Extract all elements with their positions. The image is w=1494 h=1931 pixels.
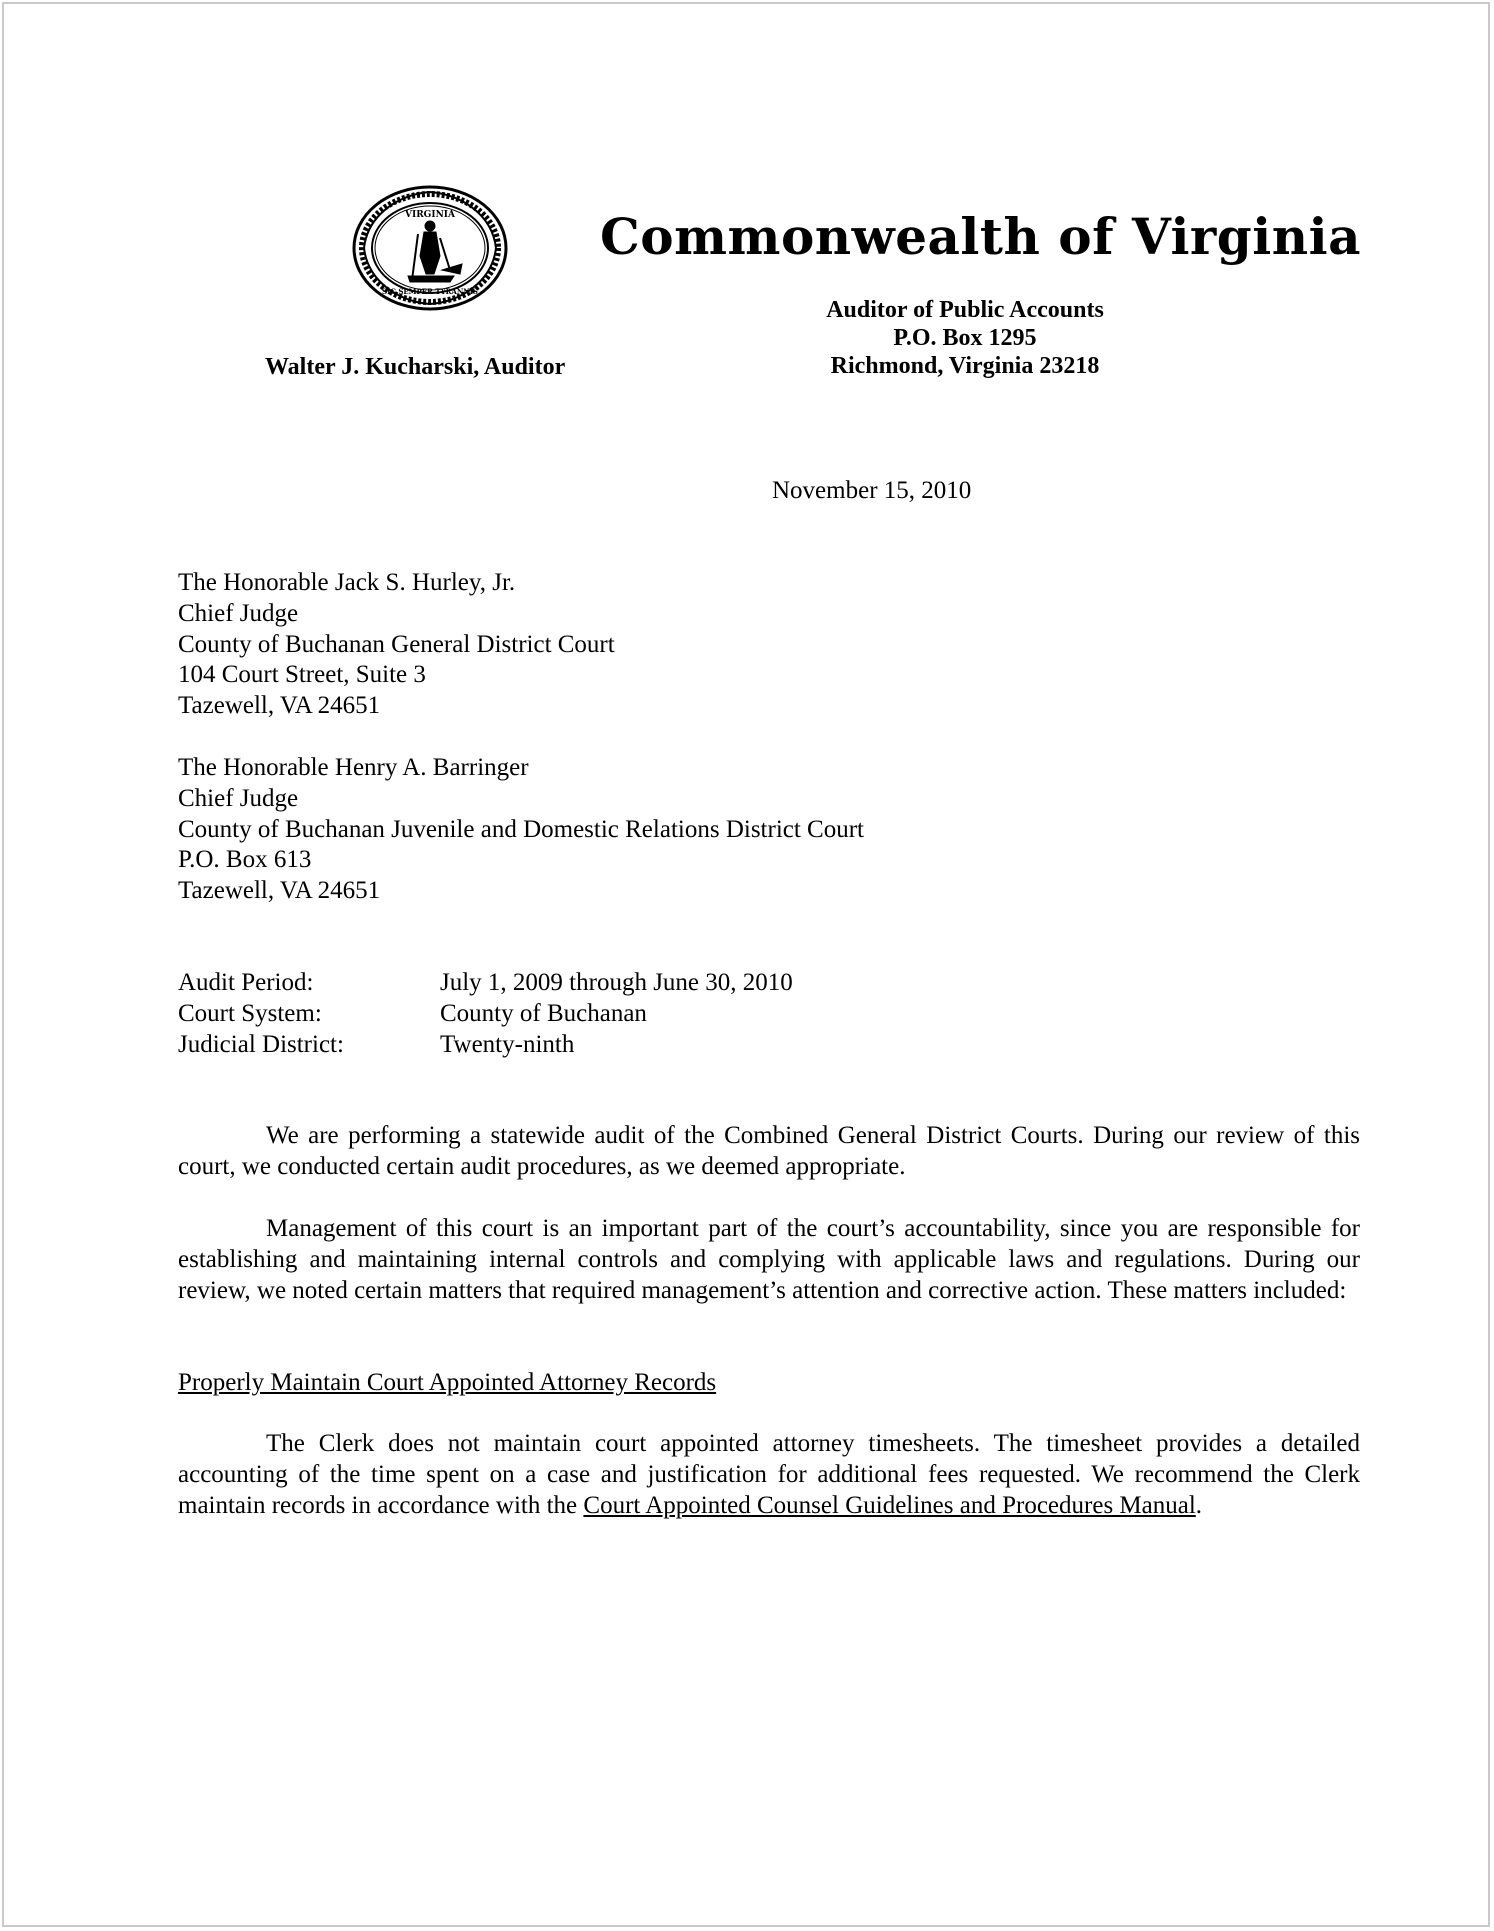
recipient-city: Tazewell, VA 24651 — [178, 877, 381, 905]
recipient-court: County of Buchanan Juvenile and Domestic Relations District Court — [178, 815, 864, 843]
virginia-seal-icon — [350, 184, 510, 312]
paragraph-text: The Clerk does not maintain court appointed attorney timesheets. The timesheet provides a detailed accounting of the time spent on a case and justification for additional fees requested. We recommend the Clerk maintain records in accordance with the — [178, 1430, 1360, 1519]
audit-info-value: July 1, 2009 through June 30, 2010 — [440, 969, 793, 996]
audit-info-row — [178, 968, 793, 999]
recipient-city: Tazewell, VA 24651 — [178, 692, 381, 720]
seal-bottom-text: SIC SEMPER TYRANNIS — [382, 287, 478, 296]
auditor-name: Walter J. Kucharski, Auditor — [265, 354, 566, 380]
recipient-address-2 — [178, 753, 864, 907]
recipient-title: Chief Judge — [178, 599, 299, 627]
manual-title: Court Appointed Counsel Guidelines and Procedures Manual — [583, 1491, 1196, 1519]
audit-info-row — [178, 1030, 793, 1061]
recipient-address-1 — [178, 568, 615, 722]
office-po-box: P.O. Box 1295 — [893, 325, 1037, 351]
audit-info-label: Judicial District: — [178, 1030, 344, 1058]
body-paragraph-2 — [178, 1214, 1360, 1306]
recipient-name: The Honorable Henry A. Barringer — [178, 754, 529, 781]
audit-info-value: Twenty-ninth — [440, 1030, 575, 1058]
seal-top-text: VIRGINIA — [405, 210, 455, 220]
recipient-title: Chief Judge — [178, 784, 299, 812]
body-paragraph-1 — [178, 1121, 1360, 1183]
paragraph-text: Management of this court is an important part of the court’s accountability, since you are responsible for establishing and maintaining internal controls and complying with applicable laws and regulations. During our review, we noted certain matters that required management’s attention and corrective action. These matters included: — [178, 1215, 1360, 1304]
body-paragraph-3 — [178, 1429, 1360, 1521]
masthead-title: Commonwealth of Virginia — [600, 207, 1361, 266]
recipient-name: The Honorable Jack S. Hurley, Jr. — [178, 569, 516, 596]
recipient-court: County of Buchanan General District Court — [178, 630, 615, 658]
page-border — [2, 2, 1490, 1927]
audit-info-label: Court System: — [178, 999, 322, 1027]
audit-info-table — [178, 968, 793, 1060]
office-address-block — [755, 296, 1175, 380]
section-heading: Properly Maintain Court Appointed Attorney Records — [178, 1369, 717, 1396]
office-name: Auditor of Public Accounts — [826, 297, 1104, 323]
paragraph-end: . — [1195, 1491, 1203, 1519]
recipient-street: 104 Court Street, Suite 3 — [178, 661, 426, 689]
paragraph-text: We are performing a statewide audit of the Combined General District Courts. During our review of this court, we conducted certain audit procedures, as we deemed appropriate. — [178, 1122, 1360, 1180]
audit-info-value: County of Buchanan — [440, 999, 647, 1027]
audit-info-label: Audit Period: — [178, 969, 314, 996]
office-city: Richmond, Virginia 23218 — [830, 353, 1100, 379]
recipient-street: P.O. Box 613 — [178, 846, 312, 874]
audit-info-row — [178, 999, 793, 1030]
letter-date: November 15, 2010 — [772, 477, 972, 504]
